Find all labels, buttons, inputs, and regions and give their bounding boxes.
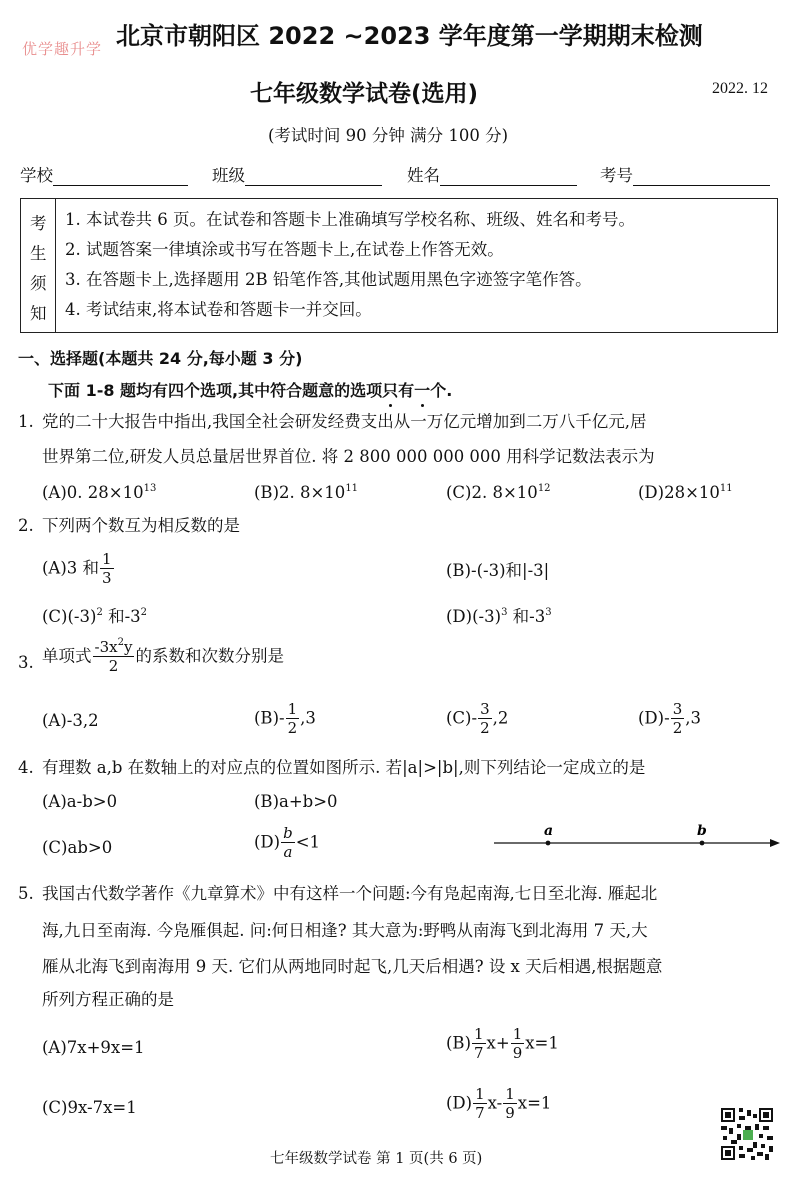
q3-stem: 单项式 $\frac{-3x^2y}{2}$ 的系数和次数分别是 bbox=[42, 637, 284, 675]
exam-no-label: 考号 bbox=[600, 166, 633, 185]
point-b-label: b bbox=[697, 823, 707, 839]
question-number: 5. bbox=[18, 884, 34, 903]
name-blank[interactable] bbox=[440, 167, 577, 186]
q3-option-a[interactable]: (A)-3,2 bbox=[42, 711, 99, 730]
q1-option-d[interactable]: $(D)28\times 10^{11}$ bbox=[638, 483, 733, 502]
page-footer: 七年级数学试卷 第 1 页(共 6 页) bbox=[270, 1151, 483, 1167]
q3-option-d[interactable]: (D)- $\frac{3}{2}$ ,3 bbox=[638, 700, 701, 737]
qr-code-icon bbox=[721, 1108, 773, 1160]
class-blank[interactable] bbox=[245, 167, 382, 186]
notice-item: 2. 试题答案一律填涂或书写在答题卡上,在试卷上作答无效。 bbox=[65, 240, 504, 259]
q2-stem: 下列两个数互为相反数的是 bbox=[42, 516, 240, 535]
q2-option-b[interactable]: (B)-(-3)和|-3| bbox=[446, 561, 550, 580]
notice-side-char: 考 bbox=[30, 214, 47, 233]
notice-side-label bbox=[21, 199, 56, 332]
q3-option-b[interactable]: (B)- $\frac{1}{2}$ ,3 bbox=[254, 700, 316, 737]
page-title: 北京市朝阳区 2022 ~2023 学年度第一学期期末检测 bbox=[116, 22, 703, 50]
notice-item: 1. 本试卷共 6 页。在试卷和答题卡上准确填写学校名称、班级、姓名和考号。 bbox=[65, 210, 635, 229]
q3-option-c[interactable]: (C)- $\frac{3}{2}$ ,2 bbox=[446, 700, 509, 737]
q2-option-c[interactable]: $(C)(-3)^2$ 和$-3^2$ bbox=[42, 607, 148, 626]
exam-no-field bbox=[600, 166, 770, 186]
q4-option-c[interactable]: (C)ab>0 bbox=[42, 838, 113, 857]
notice-item: 3. 在答题卡上,选择题用 2B 铅笔作答,其他试题用黑色字迹签字笔作答。 bbox=[65, 270, 592, 289]
question-number: 2. bbox=[18, 516, 34, 535]
q4-option-d[interactable]: (D) $\frac{b}{a}$ <1 bbox=[254, 824, 321, 861]
q5-stem-line: 雁从北海飞到南海用 9 天. 它们从两地同时起飞,几天后相遇? 设 x 天后相遇,根据题意 bbox=[42, 957, 663, 976]
class-field bbox=[212, 166, 382, 186]
q2-option-a[interactable]: (A)3 和 $\frac{1}{3}$ bbox=[42, 550, 112, 587]
name-label: 姓名 bbox=[407, 166, 440, 185]
q5-option-c[interactable]: (C)9x-7x=1 bbox=[42, 1098, 137, 1117]
class-label: 班级 bbox=[212, 166, 245, 185]
section-instruction bbox=[48, 378, 452, 401]
q1-stem-line: 党的二十大报告中指出,我国全社会研发经费支出从一万亿元增加到二万八千亿元,居 bbox=[42, 412, 647, 431]
instruction-emphasis: 一 bbox=[414, 381, 431, 400]
q5-option-d[interactable]: (D) $\frac{1}{7}$ x- $\frac{1}{9}$ x=1 bbox=[446, 1085, 552, 1122]
notice-item: 4. 考试结束,将本试卷和答题卡一并交回。 bbox=[65, 300, 372, 319]
point-a-label: a bbox=[544, 823, 554, 839]
q4-stem: 有理数 a,b 在数轴上的对应点的位置如图所示. 若|a|>|b|,则下列结论一定成立的是 bbox=[42, 758, 646, 777]
q5-stem-line: 海,九日至南海. 今凫雁俱起. 问:何日相逢? 其大意为:野鸭从南海飞到北海用 7 天,大 bbox=[42, 921, 648, 940]
number-line bbox=[490, 820, 785, 854]
q2-option-d[interactable]: $(D)(-3)^3$ 和$-3^3$ bbox=[446, 607, 552, 626]
q4-option-b[interactable]: (B)a+b>0 bbox=[254, 792, 338, 811]
number-line-arrow-icon bbox=[770, 839, 780, 847]
q5-option-a[interactable]: (A)7x+9x=1 bbox=[42, 1038, 145, 1057]
q1-option-c[interactable]: (C)2. $8\times 10^{12}$ bbox=[446, 483, 551, 502]
q1-option-a[interactable]: (A)0. $28\times 10^{13}$ bbox=[42, 483, 157, 502]
question-number: 4. bbox=[18, 758, 34, 777]
watermark: 优学趣升学 bbox=[22, 40, 103, 58]
question-number: 3. bbox=[18, 653, 34, 672]
point-a bbox=[546, 841, 551, 846]
instruction-text: 有 bbox=[398, 381, 415, 400]
instruction-text: 个. bbox=[430, 381, 453, 400]
exam-no-blank[interactable] bbox=[633, 167, 770, 186]
notice-side-char: 须 bbox=[30, 274, 47, 293]
exam-date: 2022. 12 bbox=[712, 80, 768, 97]
q5-stem-line: 我国古代数学著作《九章算术》中有这样一个问题:今有凫起南海,七日至北海. 雁起北 bbox=[42, 884, 658, 903]
q1-option-b[interactable]: (B)2. $8\times 10^{11}$ bbox=[254, 483, 359, 502]
instruction-text: 下面 1-8 题均有四个选项,其中符合题意的选项 bbox=[48, 381, 383, 400]
section-heading: 一、选择题(本题共 24 分,每小题 3 分) bbox=[18, 349, 303, 368]
q5-stem-line: 所列方程正确的是 bbox=[42, 990, 174, 1009]
school-field bbox=[20, 166, 188, 186]
point-b bbox=[700, 841, 705, 846]
notice-box bbox=[20, 198, 778, 333]
instruction-emphasis: 只 bbox=[382, 381, 399, 400]
q5-option-b[interactable]: (B) $\frac{1}{7}$ x+ $\frac{1}{9}$ x=1 bbox=[446, 1025, 559, 1062]
q4-option-a[interactable]: (A)a-b>0 bbox=[42, 792, 118, 811]
notice-side-char: 生 bbox=[30, 244, 47, 263]
q1-stem-line: 世界第二位,研发人员总量居世界首位. 将 2 800 000 000 000 用科学记数法表示为 bbox=[42, 447, 655, 466]
notice-side-char: 知 bbox=[30, 304, 47, 323]
school-label: 学校 bbox=[20, 166, 53, 185]
school-blank[interactable] bbox=[53, 167, 188, 186]
question-number: 1. bbox=[18, 412, 34, 431]
page-subtitle: 七年级数学试卷(选用) bbox=[250, 81, 479, 107]
exam-info: (考试时间 90 分钟 满分 100 分) bbox=[268, 126, 509, 145]
name-field bbox=[407, 166, 577, 186]
